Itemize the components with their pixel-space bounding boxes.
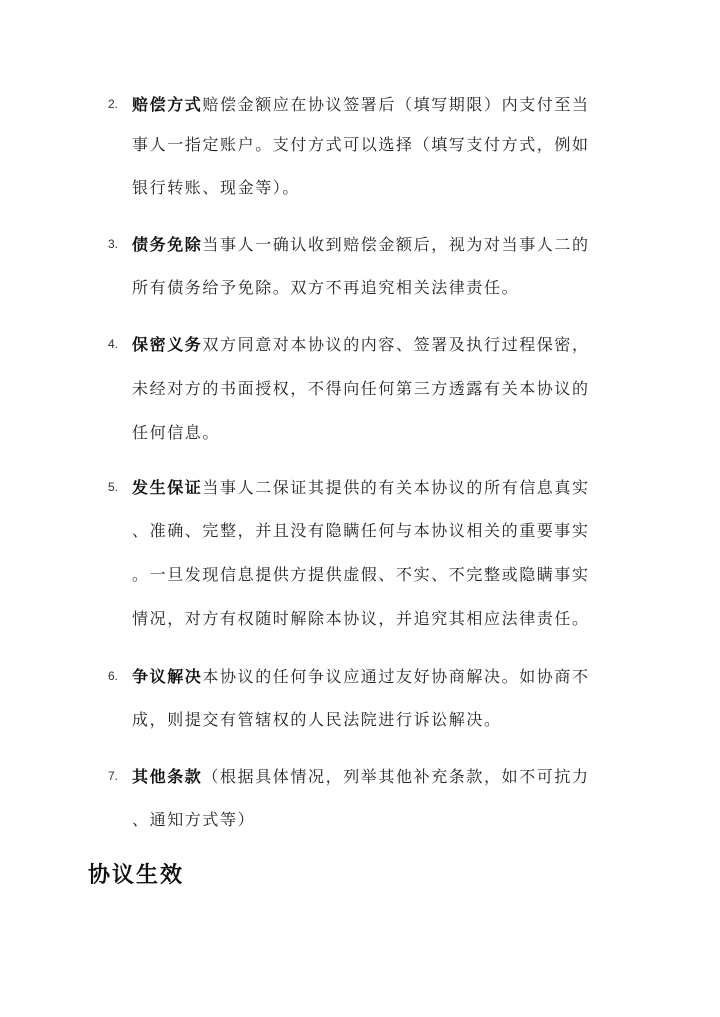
clause-line: 赔偿金额应在协议签署后（填写期限）内支付至当 [202, 95, 590, 114]
clause-line: 成，则提交有管辖权的人民法院进行诉讼解决。 [132, 710, 502, 729]
clause-line: 本协议的任何争议应通过友好协商解决。如协商不 [202, 667, 590, 686]
clause-line: （根据具体情况，列举其他补充条款，如不可抗力 [202, 767, 590, 786]
clause-line: 未经对方的书面授权，不得向任何第三方透露有关本协议的 [132, 379, 590, 398]
clause-number: 2. [108, 97, 119, 111]
clause-number: 3. [108, 237, 119, 251]
clause-line: 当事人一确认收到赔偿金额后，视为对当事人二的 [202, 235, 590, 254]
clause-label: 争议解决 [132, 667, 203, 686]
clause-line: 任何信息。 [132, 423, 221, 442]
clause-label: 其他条款 [132, 767, 203, 786]
clause-line: 事人一指定账户。支付方式可以选择（填写支付方式，例如 [132, 135, 590, 154]
clause-line: 。一旦发现信息提供方提供虚假、不实、不完整或隐瞒事实 [132, 565, 590, 584]
clause-line: 、通知方式等） [132, 810, 256, 829]
section-heading: 协议生效 [88, 862, 185, 888]
clause-label: 发生保证 [132, 478, 203, 497]
clause-number: 6. [108, 669, 119, 683]
clause-label: 债务免除 [132, 235, 203, 254]
clause-number: 4. [108, 337, 119, 351]
clause-label: 保密义务 [132, 335, 203, 354]
clause-line: 双方同意对本协议的内容、签署及执行过程保密， [202, 335, 590, 354]
clause-line: 银行转账、现金等）。 [132, 178, 301, 197]
clause-line: 情况，对方有权随时解除本协议，并追究其相应法律责任。 [132, 609, 590, 628]
clause-label: 赔偿方式 [132, 95, 203, 114]
clause-line: 所有债务给予免除。双方不再追究相关法律责任。 [132, 278, 520, 297]
clause-number: 5. [108, 480, 119, 494]
clause-line: 当事人二保证其提供的有关本协议的所有信息真实 [202, 478, 590, 497]
clause-number: 7. [108, 769, 119, 783]
clause-line: 、准确、完整，并且没有隐瞒任何与本协议相关的重要事实 [132, 521, 590, 540]
